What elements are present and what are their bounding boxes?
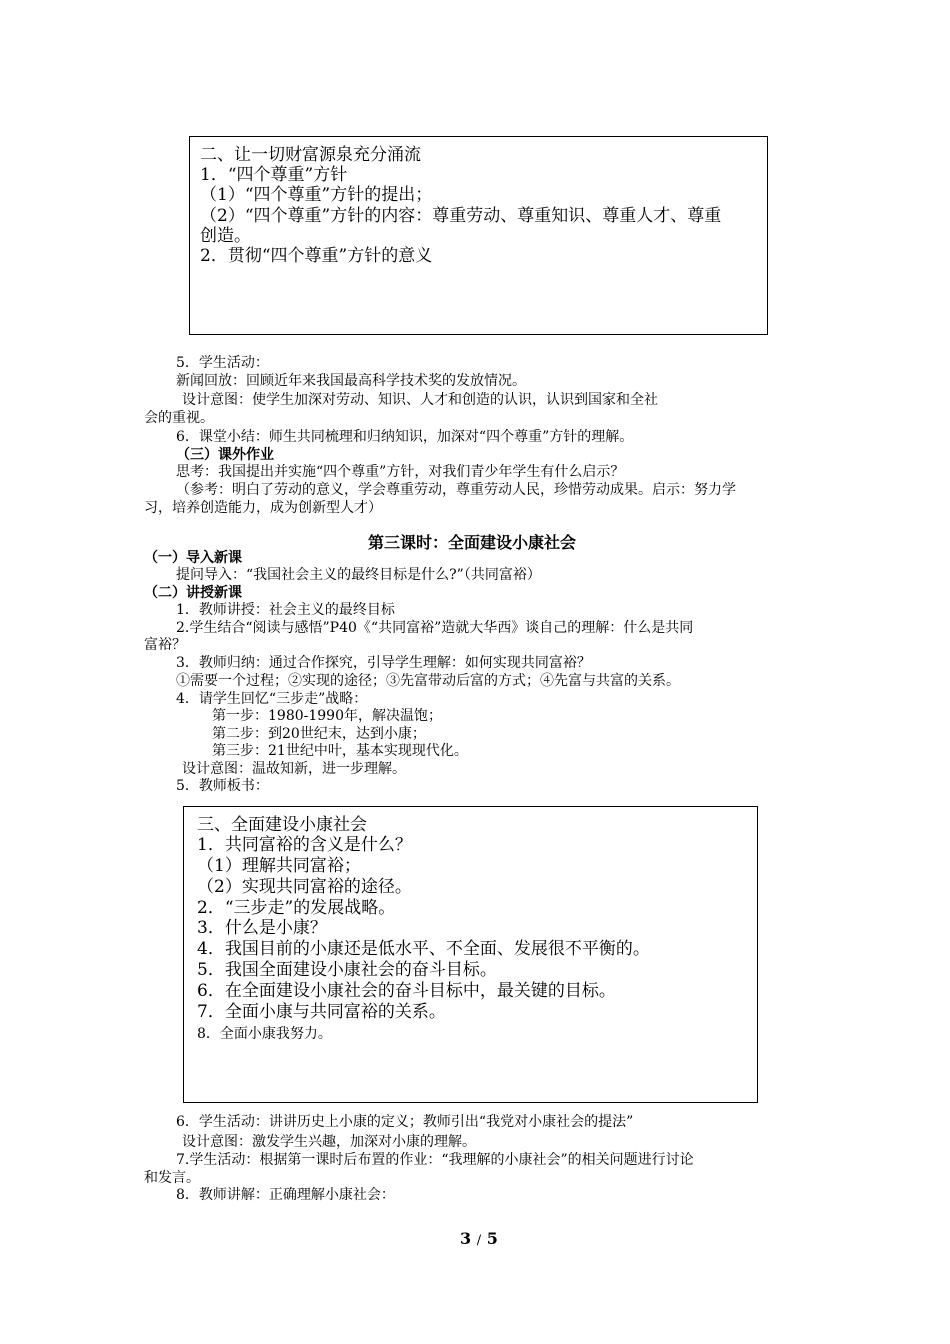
teach-point-2b: 富裕？	[144, 637, 186, 653]
lesson-title: 第三课时：全面建设小康社会	[368, 533, 577, 552]
board1-line: 2．贯彻“四个尊重”方针的意义	[200, 246, 433, 266]
board2-line: 2．“三步走”的发展战略。	[197, 898, 396, 918]
board-box-2	[183, 806, 758, 1103]
think-question: 思考：我国提出并实施“四个尊重”方针，对我们青少年学生有什么启示？	[176, 464, 625, 480]
page-total: 5	[486, 1229, 498, 1248]
teach-point-5: 5．教师板书：	[176, 778, 269, 794]
design-intent-1a: 设计意图：使学生加深对劳动、知识、人才和创造的认识，认识到国家和全社	[182, 392, 658, 408]
board1-line: （2）“四个尊重”方针的内容：尊重劳动、尊重知识、尊重人才、尊重	[200, 206, 722, 226]
teach-point-3b: ①需要一个过程；②实现的途径；③先富带动后富的方式；④先富与共富的关系。	[176, 673, 680, 689]
board2-line: 1．共同富裕的含义是什么？	[197, 835, 412, 855]
design-intent-4: 设计意图：激发学生兴趣，加深对小康的理解。	[182, 1134, 476, 1150]
reference-b: 习，培养创造能力，成为创新型人才）	[144, 500, 382, 516]
board2-line-last: 8．全面小康我努力。	[197, 1026, 332, 1042]
teach-point-2a: 2.学生结合“阅读与感悟”P40《“共同富裕”造就大华西》谈自己的理解：什么是共同	[176, 620, 694, 636]
board2-line: 3．什么是小康？	[197, 918, 327, 938]
page-number	[460, 1229, 498, 1248]
news-review: 新闻回放：回顾近年来我国最高科学技术奖的发放情况。	[176, 373, 526, 389]
page-separator: /	[476, 1233, 482, 1248]
design-intent-1b: 会的重视。	[144, 410, 214, 426]
teach-point-3: 3．教师归纳：通过合作探究，引导学生理解：如何实现共同富裕？	[176, 655, 591, 671]
section-heading-teach: （二）讲授新课	[144, 585, 242, 601]
teach-point-7a: 7.学生活动：根据第一课时后布置的作业：“我理解的小康社会”的相关问题进行讨论	[176, 1152, 694, 1168]
board2-line: 5．我国全面建设小康社会的奋斗目标。	[197, 960, 497, 980]
board2-line: 三、全面建设小康社会	[197, 815, 367, 835]
design-intent-3: 设计意图：温故知新，进一步理解。	[182, 761, 406, 777]
teach-point-7b: 和发言。	[144, 1170, 200, 1186]
reference-a: （参考：明白了劳动的意义，学会尊重劳动，尊重劳动人民，珍惜劳动成果。启示：努力学	[176, 482, 736, 498]
homework-heading: （三）课外作业	[176, 447, 274, 463]
step-2: 第二步：到20世纪末，达到小康；	[212, 726, 426, 742]
teach-point-1: 1．教师讲授：社会主义的最终目标	[176, 602, 395, 618]
step-3: 第三步：21世纪中叶，基本实现现代化。	[212, 743, 468, 759]
board1-line: 1．“四个尊重”方针	[200, 165, 348, 185]
board2-line: 6．在全面建设小康社会的奋斗目标中，最关键的目标。	[197, 981, 616, 1001]
page-current: 3	[460, 1229, 472, 1248]
intro-question: 提问导入：“我国社会主义的最终目标是什么?”（共同富裕）	[176, 567, 541, 583]
board1-line: （1）“四个尊重”方针的提出；	[200, 185, 433, 205]
teach-point-8: 8．教师讲解：正确理解小康社会：	[176, 1187, 395, 1203]
step-1: 第一步：1980-1990年，解决温饱；	[212, 708, 442, 724]
board2-line: （1）理解共同富裕；	[197, 856, 361, 876]
board2-line: 4．我国目前的小康还是低水平、不全面、发展很不平衡的。	[197, 939, 650, 959]
student-activity-5: 5．学生活动：	[176, 355, 269, 371]
teach-point-6: 6．学生活动：讲讲历史上小康的定义；教师引出“我党对小康社会的提法”	[176, 1114, 634, 1130]
board1-line: 创造。	[200, 226, 251, 246]
section-heading-intro: （一）导入新课	[144, 550, 242, 566]
board1-line: 二、让一切财富源泉充分涌流	[200, 145, 421, 165]
board2-line: 7．全面小康与共同富裕的关系。	[197, 1002, 446, 1022]
board-box-1	[189, 136, 768, 335]
teach-point-4: 4．请学生回忆“三步走”战略：	[176, 691, 368, 707]
class-summary-6: 6．课堂小结：师生共同梳理和归纳知识，加深对“四个尊重”方针的理解。	[176, 429, 634, 445]
board2-line: （2）实现共同富裕的途径。	[197, 877, 412, 897]
